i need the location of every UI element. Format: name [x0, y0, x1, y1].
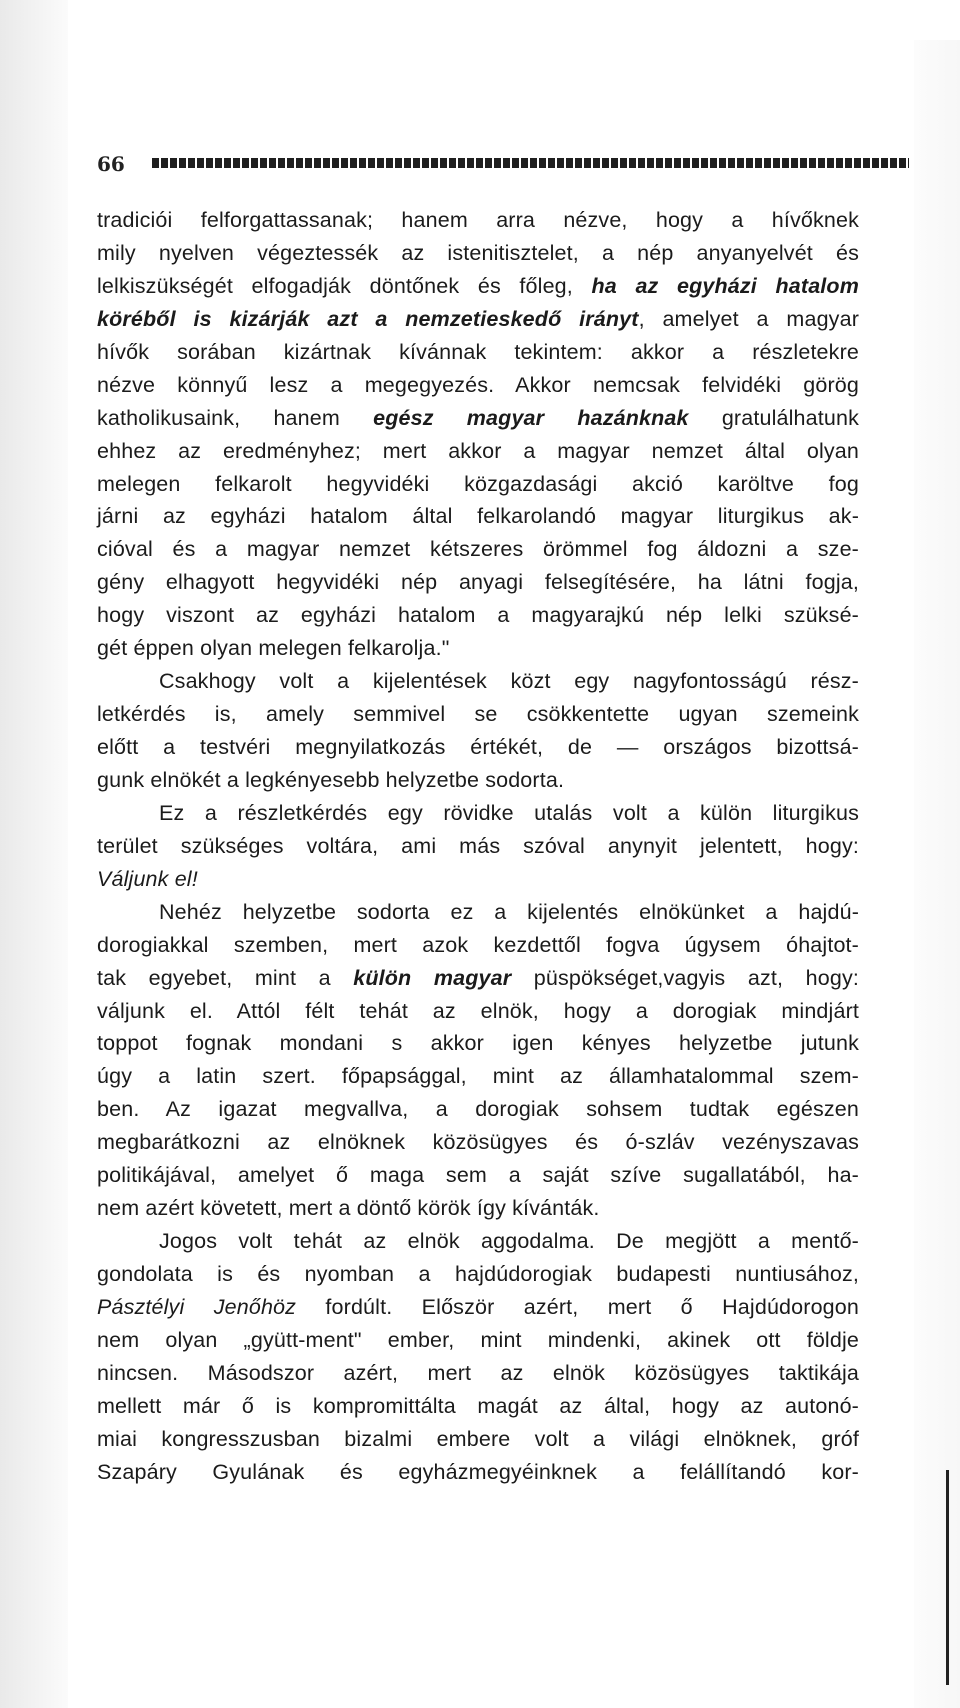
text-run: hívők sorában kizártnak kívánnak tekintem: akkor a részletekre [97, 339, 859, 364]
text-run: Nehéz helyzetbe sodorta ez a kijelentés elnökünket a hajdú- [159, 899, 859, 924]
page-header [0, 0, 960, 190]
text-run: váljunk el. Attól félt tehát az elnök, hogy a dorogiak mindjárt [97, 998, 859, 1023]
text-line [97, 764, 859, 797]
text-run: katholikusaink, hanem [97, 405, 374, 430]
emphasized-text: köréből is kizárják azt a nemzetieskedő irányt [97, 306, 639, 331]
emphasized-text: Pásztélyi Jenőhöz [97, 1294, 297, 1319]
text-line [97, 1423, 859, 1456]
text-line [97, 1192, 859, 1225]
text-line [97, 1093, 859, 1126]
text-line [97, 1159, 859, 1192]
text-line [97, 830, 859, 863]
text-line [97, 303, 859, 336]
text-line [97, 1324, 859, 1357]
text-run: gratulálhatunk [688, 405, 859, 430]
paragraph [97, 896, 859, 1225]
paragraph [97, 665, 859, 797]
paragraph [97, 1225, 859, 1489]
text-run: ehhez az eredményhez; mert akkor a magyar nemzet által olyan [97, 438, 859, 463]
page-number: 66 [97, 152, 125, 176]
text-line [97, 204, 859, 237]
text-line [97, 1258, 859, 1291]
text-line [97, 468, 859, 501]
text-run: nem olyan „gyütt-ment" ember, mint mindenki, akinek ott földje [97, 1327, 859, 1352]
text-line [97, 962, 859, 995]
scan-right-edge [914, 40, 960, 1708]
text-run: gét éppen olyan melegen felkarolja." [97, 636, 450, 661]
text-line [97, 1291, 859, 1324]
text-line [97, 1126, 859, 1159]
scan-edge-mark [946, 1470, 949, 1685]
text-run: politikájával, amelyet ő maga sem a saját szíve sugallatából, ha- [97, 1163, 859, 1188]
body-text [97, 204, 859, 1489]
header-ornamental-rule [152, 158, 909, 168]
text-run: fordúlt. Először azért, mert ő Hajdúdorogon [296, 1294, 860, 1319]
emphasized-text: ha az egyházi hatalom [591, 273, 859, 298]
text-line [97, 632, 859, 665]
text-line [97, 863, 859, 896]
text-line [97, 929, 859, 962]
text-line [97, 533, 859, 566]
text-run: ben. Az igazat megvallva, a dorogiak sohsem tudtak egészen [97, 1097, 859, 1122]
text-run: tak egyebet, mint a [97, 965, 354, 990]
text-line [97, 896, 859, 929]
text-run: melegen felkarolt hegyvidéki közgazdasági akció karöltve fog [97, 471, 859, 496]
text-run: toppot fognak mondani s akkor igen kényes helyzetbe jutunk [97, 1031, 859, 1056]
emphasized-text: egész magyar hazánknak [373, 405, 689, 430]
text-line [97, 665, 859, 698]
text-line [97, 435, 859, 468]
text-line [97, 1390, 859, 1423]
text-line [97, 1060, 859, 1093]
text-run: cióval és a magyar nemzet kétszeres örömmel fog áldozni a sze- [97, 537, 859, 562]
text-line [97, 237, 859, 270]
emphasized-text: Váljunk el! [97, 866, 198, 891]
text-run: nem azért követett, mert a döntő körök így kívánták. [97, 1196, 600, 1221]
text-run: nézve könnyű lesz a megegyezés. Akkor nemcsak felvidéki görög [97, 372, 859, 397]
emphasized-text: külön magyar [353, 965, 512, 990]
text-run: gény elhagyott hegyvidéki nép anyagi felsegítésére, ha látni fogja, [97, 570, 859, 595]
text-line [97, 731, 859, 764]
text-line [97, 500, 859, 533]
text-line [97, 336, 859, 369]
text-run: nincsen. Másodszor azért, mert az elnök közösügyes taktikája [97, 1360, 859, 1385]
text-run: tradiciói felforgattassanak; hanem arra nézve, hogy a hívőknek [97, 208, 859, 232]
text-line [97, 1456, 859, 1489]
text-run: gunk elnökét a legkényesebb helyzetbe sodorta. [97, 767, 565, 792]
text-line [97, 566, 859, 599]
text-line [97, 1027, 859, 1060]
text-run: lelkiszükségét elfogadják döntőnek és főleg, [97, 273, 592, 298]
text-run: megbarátkozni az elnöknek közösügyes és ó-szláv vezényszavas [97, 1130, 859, 1155]
text-run: dorogiakkal szemben, mert azok kezdettől fogva úgysem óhajtot- [97, 932, 859, 957]
scan-left-shadow [0, 0, 68, 1708]
text-line [97, 698, 859, 731]
text-run: Szapáry Gyulának és egyházmegyéinknek a felállítandó kor- [97, 1459, 859, 1484]
text-line [97, 797, 859, 830]
text-run: Csakhogy volt a kijelentések közt egy nagyfontosságú rész- [159, 669, 859, 694]
text-run: gondolata is és nyomban a hajdúdorogiak budapesti nuntiusához, [97, 1262, 859, 1286]
paragraph [97, 204, 859, 665]
text-run: hogy viszont az egyházi hatalom a magyarajkú nép lelki szüksé- [97, 603, 859, 628]
text-run: Ez a részletkérdés egy rövidke utalás volt a külön liturgikus [159, 800, 859, 825]
text-line [97, 1225, 859, 1258]
text-line [97, 270, 859, 303]
text-run: úgy a latin szert. főpapsággal, mint az államhatalommal szem- [97, 1064, 859, 1089]
text-run: mellett már ő is kompromittálta magát az által, hogy az autonó- [97, 1393, 859, 1418]
text-line [97, 599, 859, 632]
text-line [97, 402, 859, 435]
text-run: miai kongresszusban bizalmi embere volt a világi elnöknek, gróf [97, 1426, 859, 1451]
text-run: előtt a testvéri megnyilatkozás értékét, de — országos bizottsá- [97, 735, 859, 759]
text-line [97, 369, 859, 402]
paragraph [97, 797, 859, 896]
text-run: , amelyet a magyar [638, 306, 859, 331]
text-line [97, 995, 859, 1028]
text-run: mily nyelven végeztessék az istenitisztelet, a nép anyanyelvét és [97, 240, 859, 265]
text-run: letkérdés is, amely semmivel se csökkentette ugyan szemeink [97, 702, 859, 727]
text-run: járni az egyházi hatalom által felkarolandó magyar liturgikus ak- [97, 504, 859, 529]
text-run: Jogos volt tehát az elnök aggodalma. De megjött a mentő- [159, 1229, 859, 1254]
text-line [97, 1357, 859, 1390]
text-run: terület szükséges voltára, ami más szóval anynyit jelentett, hogy: [97, 833, 859, 858]
text-run: püspökséget,vagyis azt, hogy: [511, 965, 859, 990]
